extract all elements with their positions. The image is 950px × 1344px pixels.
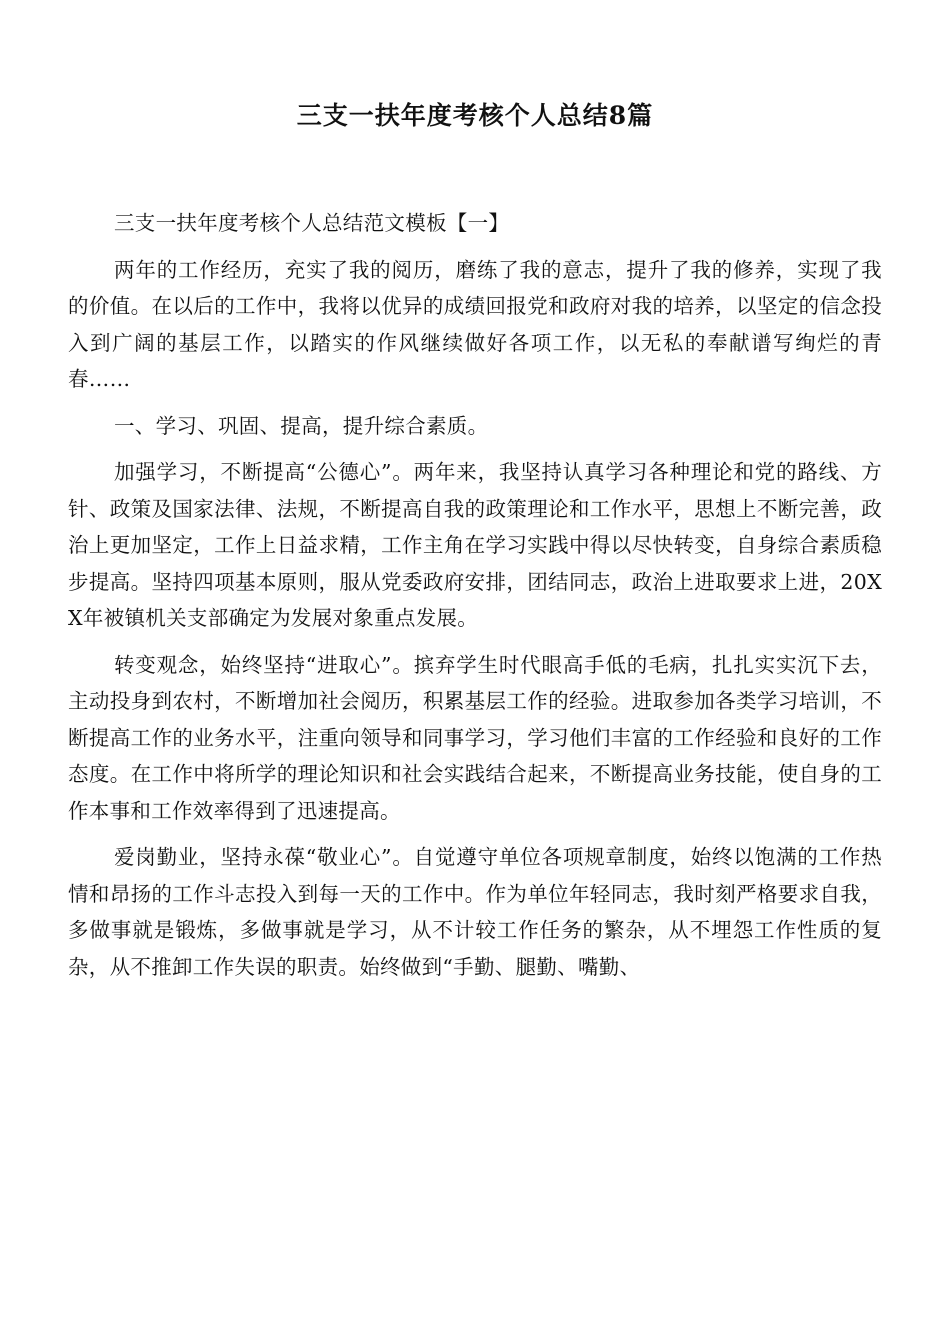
paragraph-attitude: 转变观念，始终坚持“进取心”。摈弃学生时代眼高手低的毛病，扎扎实实沉下去，主动投身到农村，不断增加社会阅历，积累基层工作的经验。进取参加各类学习培训，不断提高工作的业务水平，注重向领导和同事学习，学习他们丰富的工作经验和良好的工作态度。在工作中将所学的理论知识和社会实践结合起来，不断提高业务技能，使自身的工作本事和工作效率得到了迅速提高。 [68,652,882,823]
document-title: 三支一扶年度考核个人总结8篇 [296,101,654,130]
section-heading: 三支一扶年度考核个人总结范文模板【一】 [114,211,510,235]
paragraph-study: 加强学习，不断提高“公德心”。两年来，我坚持认真学习各种理论和党的路线、方针、政策及国家法律、法规，不断提高自我的政策理论和工作水平，思想上不断完善，政治上更加坚定，工作上日益求精，工作主角在学习实践中得以尽快转变，自身综合素质稳步提高。坚持四项基本原则，服从党委政府安排，团结同志，政治上进取要求上进，20XX年被镇机关支部确定为发展对象重点发展。 [68,460,882,630]
document-body [68,205,882,995]
paragraph-intro: 两年的工作经历，充实了我的阅历，磨练了我的意志，提升了我的修养，实现了我的价值。在以后的工作中，我将以优异的成绩回报党和政府对我的培养，以坚定的信念投入到广阔的基层工作，以踏实的作风继续做好各项工作，以无私的奉献谱写绚烂的青春…… [68,257,882,391]
subsection-heading: 一、学习、巩固、提高，提升综合素质。 [114,413,489,438]
paragraph-dedication: 爱岗勤业，坚持永葆“敬业心”。自觉遵守单位各项规章制度，始终以饱满的工作热情和昂扬的工作斗志投入到每一天的工作中。作为单位年轻同志，我时刻严格要求自我，多做事就是锻炼，多做事就是学习，从不计较工作任务的繁杂，从不埋怨工作性质的复杂，从不推卸工作失误的职责。始终做到“手勤、腿勤、嘴勤、 [68,845,882,979]
